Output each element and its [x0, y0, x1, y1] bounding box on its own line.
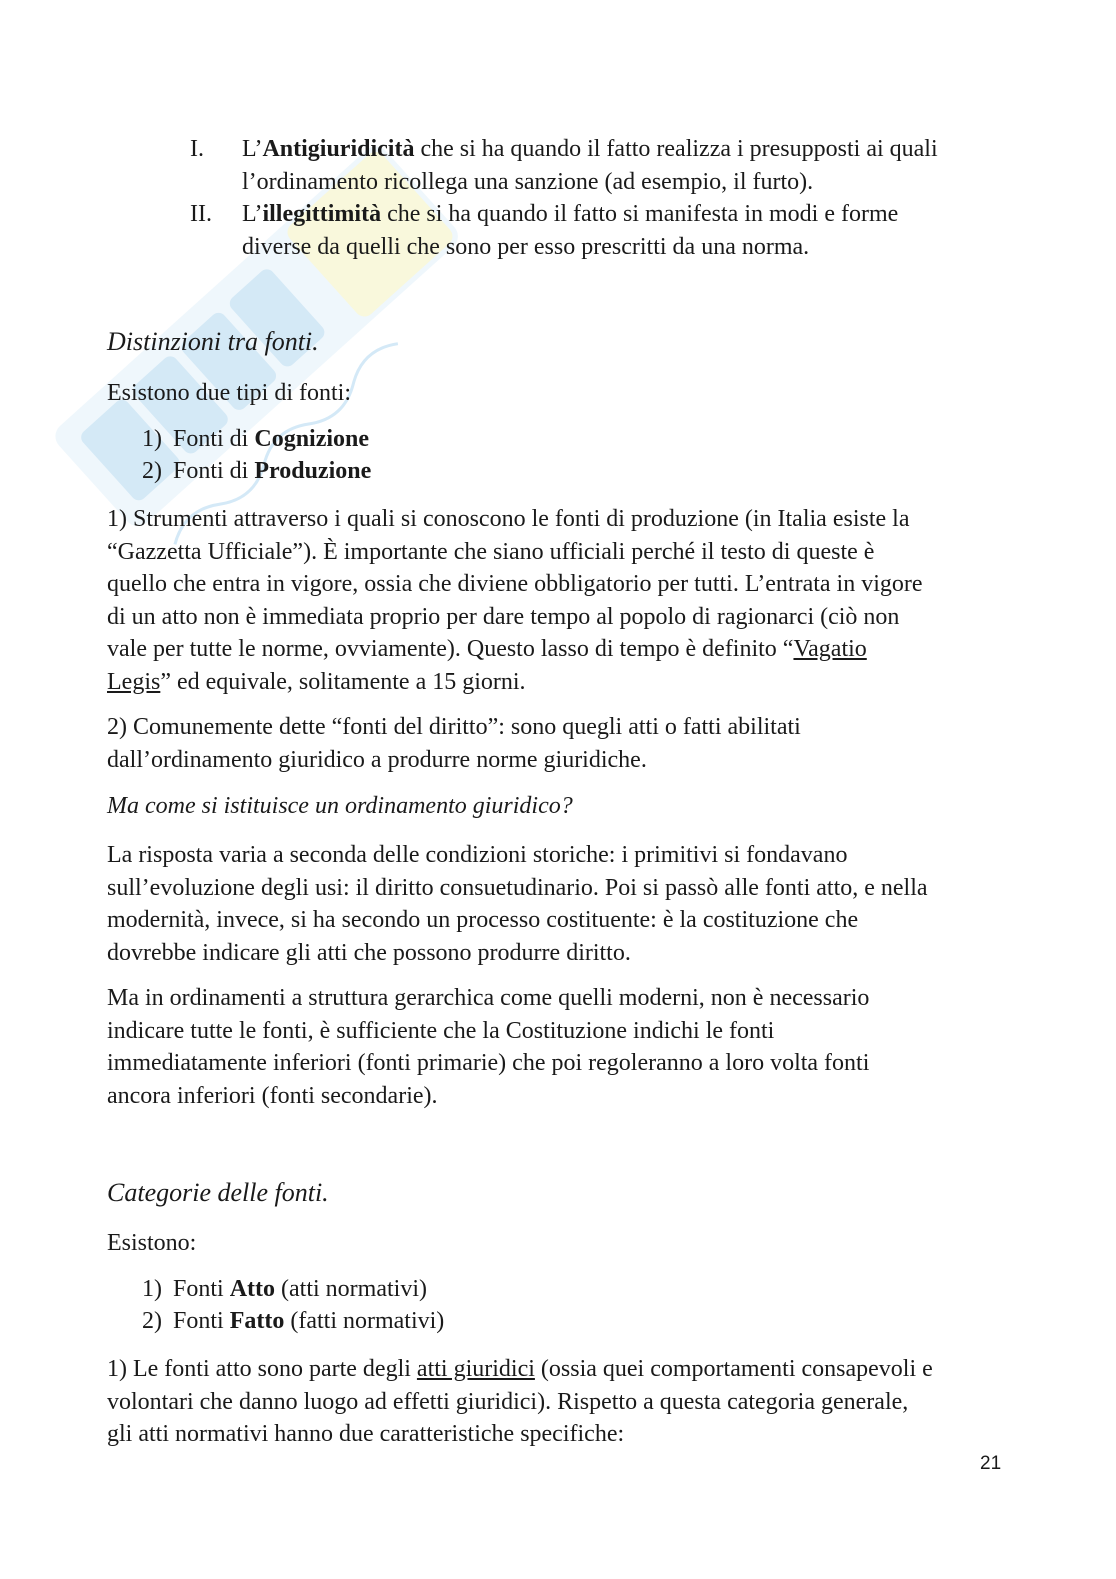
paragraph	[107, 982, 1017, 1112]
bold-term: Antigiuridicità	[262, 136, 415, 162]
text-line: ancora inferiori (fonti secondarie).	[107, 1082, 438, 1109]
section-intro: Esistono due tipi di fonti:	[107, 380, 351, 406]
section-heading: Categorie delle fonti.	[107, 1178, 329, 1207]
underlined-term: Legis	[107, 668, 161, 695]
item-text: (atti normativi)	[275, 1276, 427, 1302]
bold-term: Atto	[229, 1276, 276, 1302]
text-rest: che si ha quando il fatto si manifesta in modi e forme	[381, 201, 899, 227]
numbered-item	[142, 423, 369, 455]
text-line: Ma in ordinamenti a struttura gerarchica come quelli moderni, non è necessario	[107, 985, 870, 1011]
underlined-term: atti giuridici	[416, 1356, 535, 1382]
numbered-item	[142, 1273, 427, 1305]
item-text: Fonti di	[173, 458, 255, 484]
italic-question: Ma come si istituisce un ordinamento giuridico?	[107, 793, 573, 819]
paragraph	[107, 503, 1017, 698]
roman-numeral: II.	[190, 201, 212, 227]
page-number: 21	[980, 1453, 1002, 1474]
text-line: 1) Le fonti atto sono parte degli	[107, 1356, 417, 1382]
bold-term: Produzione	[254, 458, 372, 484]
item-number: 1)	[142, 1276, 162, 1302]
paragraph	[107, 839, 1017, 969]
text-line: l’ordinamento ricollega una sanzione (ad esempio, il furto).	[242, 168, 814, 195]
item-text: Fonti	[173, 1276, 230, 1302]
text-prefix: L’	[242, 136, 263, 162]
text-line: (ossia quei comportamenti consapevoli e	[534, 1356, 933, 1382]
text-line: immediatamente inferiori (fonti primarie) che poi regoleranno a loro volta fonti	[107, 1050, 870, 1076]
paragraph	[107, 1353, 1017, 1451]
paragraph	[107, 711, 1017, 776]
text-line: 2) Comunemente dette “fonti del diritto”: sono quegli atti o fatti abilitati	[107, 714, 801, 740]
text-line: vale per tutte le norme, ovviamente). Questo lasso di tempo è definito “	[107, 636, 794, 662]
section-heading: Distinzioni tra fonti.	[107, 327, 319, 356]
text-line: quello che entra in vigore, ossia che diviene obbligatorio per tutti. L’entrata in vigore	[107, 571, 923, 597]
text-line: di un atto non è immediata proprio per dare tempo al popolo di ragionarci (ciò non	[107, 603, 900, 630]
item-number: 2)	[142, 458, 162, 484]
item-number: 1)	[142, 426, 162, 452]
text-line: indicare tutte le fonti, è sufficiente che la Costituzione indichi le fonti	[107, 1017, 775, 1044]
text-line: “Gazzetta Ufficiale”). È importante che siano ufficiali perché il testo di queste è	[107, 538, 875, 565]
bold-term: Fatto	[229, 1308, 285, 1334]
text-line: modernità, invece, si ha secondo un processo costituente: è la costituzione che	[107, 907, 859, 933]
roman-numeral: I.	[190, 136, 204, 162]
text-rest: che si ha quando il fatto realizza i presupposti ai quali	[414, 136, 938, 162]
numbered-item	[142, 455, 371, 487]
underlined-term: Vagatio	[793, 636, 867, 662]
section-intro: Esistono:	[107, 1230, 197, 1256]
text-line: dall’ordinamento giuridico a produrre norme giuridiche.	[107, 746, 647, 773]
text-line: sull’evoluzione degli usi: il diritto consuetudinario. Poi si passò alle fonti atto, e nella	[107, 874, 928, 901]
roman-item-text	[242, 133, 1022, 198]
bold-term: Cognizione	[254, 426, 370, 452]
text-line: dovrebbe indicare gli atti che possono produrre diritto.	[107, 939, 631, 966]
text-line: La risposta varia a seconda delle condizioni storiche: i primitivi si fondavano	[107, 842, 848, 868]
text-line: volontari che danno luogo ad effetti giuridici). Rispetto a questa categoria generale,	[107, 1388, 909, 1415]
item-text: Fonti di	[173, 426, 255, 452]
text-line: 1) Strumenti attraverso i quali si conoscono le fonti di produzione (in Italia esiste la	[107, 506, 910, 532]
text-line: diverse da quelli che sono per esso prescritti da una norma.	[242, 233, 810, 260]
item-number: 2)	[142, 1308, 162, 1334]
item-text: (fatti normativi)	[284, 1308, 445, 1334]
roman-item-text	[242, 198, 1022, 263]
text-prefix: L’	[242, 201, 263, 227]
numbered-item	[142, 1305, 444, 1337]
text-line: ” ed equivale, solitamente a 15 giorni.	[160, 668, 526, 695]
bold-term: illegittimità	[262, 201, 382, 227]
text-line: gli atti normativi hanno due caratteristiche specifiche:	[107, 1421, 625, 1447]
item-text: Fonti	[173, 1308, 230, 1334]
